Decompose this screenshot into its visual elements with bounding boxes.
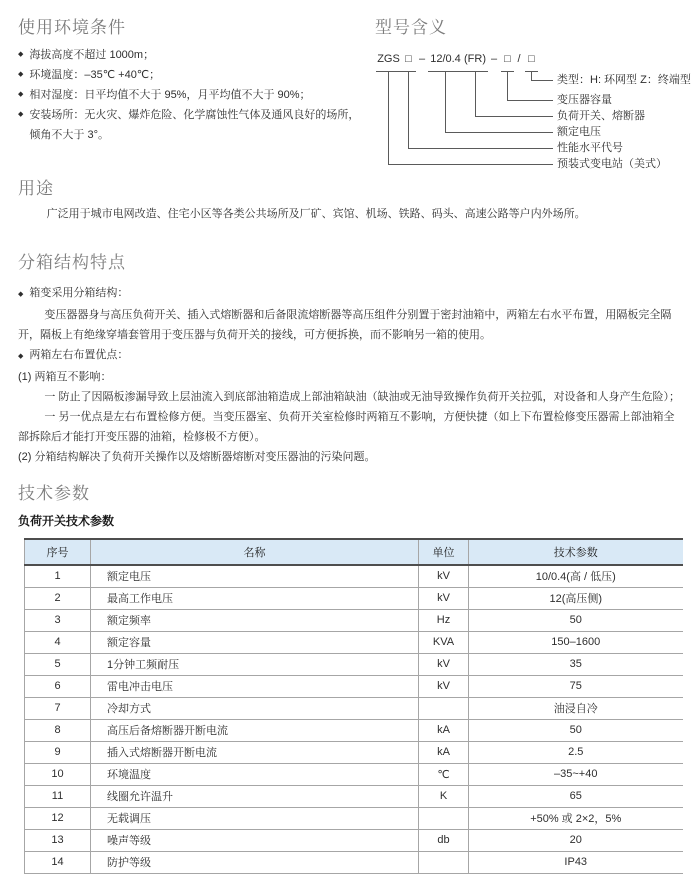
row-index-cell: 6 <box>25 675 91 697</box>
model-formula-token: □ <box>504 53 511 65</box>
table-row <box>25 631 683 653</box>
row-value-cell: 20 <box>469 829 683 851</box>
row-unit-cell: kV <box>419 587 469 609</box>
row-value-cell: 油浸自冷 <box>469 697 683 719</box>
table-row <box>25 851 683 873</box>
model-designation-diagram <box>375 52 694 177</box>
row-name-cell: 1分钟工频耐压 <box>91 653 419 675</box>
structure-section-title: 分箱结构特点 <box>18 253 126 272</box>
row-index-cell: 5 <box>25 653 91 675</box>
diamond-bullet-icon: ◆ <box>18 291 24 298</box>
row-index-cell: 9 <box>25 741 91 763</box>
structure-line-text: (1) 两箱互不影响： <box>18 371 112 383</box>
env-condition-text: 海拔高度不超过 1000m； <box>29 49 155 61</box>
row-name-cell: 冷却方式 <box>91 697 419 719</box>
row-index-cell: 10 <box>25 763 91 785</box>
row-value-cell: IP43 <box>469 851 683 873</box>
row-value-cell: 75 <box>469 675 683 697</box>
table-row <box>25 741 683 763</box>
structure-line-text: 一 防止了因隔板渗漏导致上层油流入到底部油箱造成上部油箱缺油（缺油或无油导致操作负荷开关拉弧，对设备和人身产生危险）； <box>44 391 680 403</box>
table-header-name: 名称 <box>91 539 419 565</box>
row-name-cell: 额定电压 <box>91 565 419 587</box>
structure-line <box>18 387 681 407</box>
row-name-cell: 无载调压 <box>91 807 419 829</box>
structure-feature-list <box>18 283 681 467</box>
structure-line <box>18 407 681 447</box>
row-unit-cell: db <box>419 829 469 851</box>
structure-line-text: 箱变采用分箱结构： <box>29 287 129 299</box>
row-index-cell: 7 <box>25 697 91 719</box>
structure-line-text: 变压器器身与高压负荷开关、插入式熔断器和后备限流熔断器等高压组件分别置于密封油箱中，两箱左右水平布置，用隔板完全隔开，隔板上有绝缘穿墙套管用于变压器与负荷开关的接线，可方便拆换，而不影响另一箱的使用。 <box>18 309 672 341</box>
structure-line <box>18 345 681 367</box>
env-condition-item <box>18 45 370 65</box>
row-index-cell: 14 <box>25 851 91 873</box>
row-value-cell: 35 <box>469 653 683 675</box>
table-row <box>25 763 683 785</box>
model-label: 类型：H: 环网型 Z：终端型 <box>557 74 691 86</box>
diamond-bullet-icon: ◆ <box>18 71 24 78</box>
model-section-title: 型号含义 <box>375 18 447 37</box>
row-unit-cell <box>419 697 469 719</box>
diamond-bullet-icon: ◆ <box>18 353 24 360</box>
model-formula-token: (FR) <box>464 53 486 65</box>
model-labels <box>375 52 694 177</box>
row-unit-cell: Hz <box>419 609 469 631</box>
env-condition-item <box>18 85 370 105</box>
row-unit-cell: kV <box>419 653 469 675</box>
table-row <box>25 829 683 851</box>
structure-line-text: 一 另一优点是左右布置检修方便。当变压器室、负荷开关室检修时两箱互不影响，方便快捷（如上下布置检修变压器需上部油箱全部拆除后才能打开变压器的油箱，检修极不方便）。 <box>18 411 675 443</box>
row-unit-cell: kV <box>419 565 469 587</box>
row-name-cell: 额定容量 <box>91 631 419 653</box>
model-formula-token: 12/0.4 <box>430 53 461 65</box>
row-name-cell: 最高工作电压 <box>91 587 419 609</box>
row-name-cell: 环境温度 <box>91 763 419 785</box>
table-row <box>25 675 683 697</box>
row-value-cell: 12(高压侧) <box>469 587 683 609</box>
row-unit-cell: kA <box>419 719 469 741</box>
structure-line <box>18 447 681 467</box>
row-unit-cell: KVA <box>419 631 469 653</box>
row-name-cell: 额定频率 <box>91 609 419 631</box>
env-conditions-list <box>18 45 370 145</box>
row-index-cell: 4 <box>25 631 91 653</box>
row-value-cell: +50% 或 2×2，5% <box>469 807 683 829</box>
diamond-bullet-icon: ◆ <box>18 51 24 58</box>
structure-line-text: 两箱左右布置优点： <box>29 349 129 361</box>
structure-line <box>18 367 681 387</box>
row-value-cell: 65 <box>469 785 683 807</box>
row-value-cell: 50 <box>469 719 683 741</box>
row-value-cell: –35~+40 <box>469 763 683 785</box>
diamond-bullet-icon: ◆ <box>18 91 24 98</box>
row-index-cell: 3 <box>25 609 91 631</box>
env-condition-text: 环境温度：–35℃ +40℃； <box>29 69 161 81</box>
model-formula-token: □ <box>405 53 412 65</box>
model-label: 性能水平代号 <box>557 142 623 154</box>
row-unit-cell: ℃ <box>419 763 469 785</box>
table-row <box>25 697 683 719</box>
env-condition-item <box>18 65 370 85</box>
row-name-cell: 噪声等级 <box>91 829 419 851</box>
table-row <box>25 565 683 587</box>
row-value-cell: 50 <box>469 609 683 631</box>
usage-paragraph: 广泛用于城市电网改造、住宅小区等各类公共场所及厂矿、宾馆、机场、铁路、码头、高速公路等户内外场所。 <box>46 208 586 220</box>
row-unit-cell: K <box>419 785 469 807</box>
row-value-cell: 10/0.4(高 / 低压) <box>469 565 683 587</box>
usage-section-title: 用途 <box>18 179 54 198</box>
model-formula-token: ZGS <box>377 53 400 65</box>
row-name-cell: 插入式熔断器开断电流 <box>91 741 419 763</box>
table-header-unit: 单位 <box>419 539 469 565</box>
table-header-value: 技术参数 <box>469 539 683 565</box>
table-header-row <box>25 539 683 565</box>
row-index-cell: 13 <box>25 829 91 851</box>
params-section-title: 技术参数 <box>18 484 90 503</box>
row-name-cell: 防护等级 <box>91 851 419 873</box>
row-index-cell: 8 <box>25 719 91 741</box>
row-value-cell: 2.5 <box>469 741 683 763</box>
model-formula-token: / <box>517 53 521 65</box>
row-index-cell: 1 <box>25 565 91 587</box>
row-unit-cell <box>419 851 469 873</box>
row-name-cell: 线圈允许温升 <box>91 785 419 807</box>
table-row <box>25 587 683 609</box>
model-formula-token: □ <box>528 53 535 65</box>
model-label: 负荷开关、熔断器 <box>557 110 645 122</box>
table-row <box>25 719 683 741</box>
row-index-cell: 11 <box>25 785 91 807</box>
row-index-cell: 12 <box>25 807 91 829</box>
load-switch-params-table <box>24 538 683 874</box>
row-unit-cell <box>419 807 469 829</box>
table-row <box>25 609 683 631</box>
row-value-cell: 150–1600 <box>469 631 683 653</box>
table-row <box>25 785 683 807</box>
table-header-index: 序号 <box>25 539 91 565</box>
row-unit-cell: kV <box>419 675 469 697</box>
model-label: 变压器容量 <box>557 94 612 106</box>
row-name-cell: 高压后备熔断器开断电流 <box>91 719 419 741</box>
env-condition-text: 相对湿度：日平均值不大于 95%，月平均值不大于 90%； <box>29 89 311 101</box>
model-label: 预装式变电站（美式） <box>557 158 667 170</box>
structure-line-text: (2) 分箱结构解决了负荷开关操作以及熔断器熔断对变压器油的污染问题。 <box>18 451 376 463</box>
table-row <box>25 653 683 675</box>
model-formula-token: – <box>490 53 498 65</box>
model-formula-token: – <box>418 53 426 65</box>
row-unit-cell: kA <box>419 741 469 763</box>
row-name-cell: 雷电冲击电压 <box>91 675 419 697</box>
structure-line <box>18 305 681 345</box>
env-section-title: 使用环境条件 <box>18 18 126 37</box>
params-subtitle: 负荷开关技术参数 <box>18 514 115 528</box>
env-condition-text: 安装场所：无火灾、爆炸危险、化学腐蚀性气体及通风良好的场所，倾角不大于 3°。 <box>29 109 360 141</box>
row-index-cell: 2 <box>25 587 91 609</box>
diamond-bullet-icon: ◆ <box>18 111 24 118</box>
table-row <box>25 807 683 829</box>
env-condition-item <box>18 105 370 145</box>
model-label: 额定电压 <box>557 126 601 138</box>
structure-line <box>18 283 681 305</box>
